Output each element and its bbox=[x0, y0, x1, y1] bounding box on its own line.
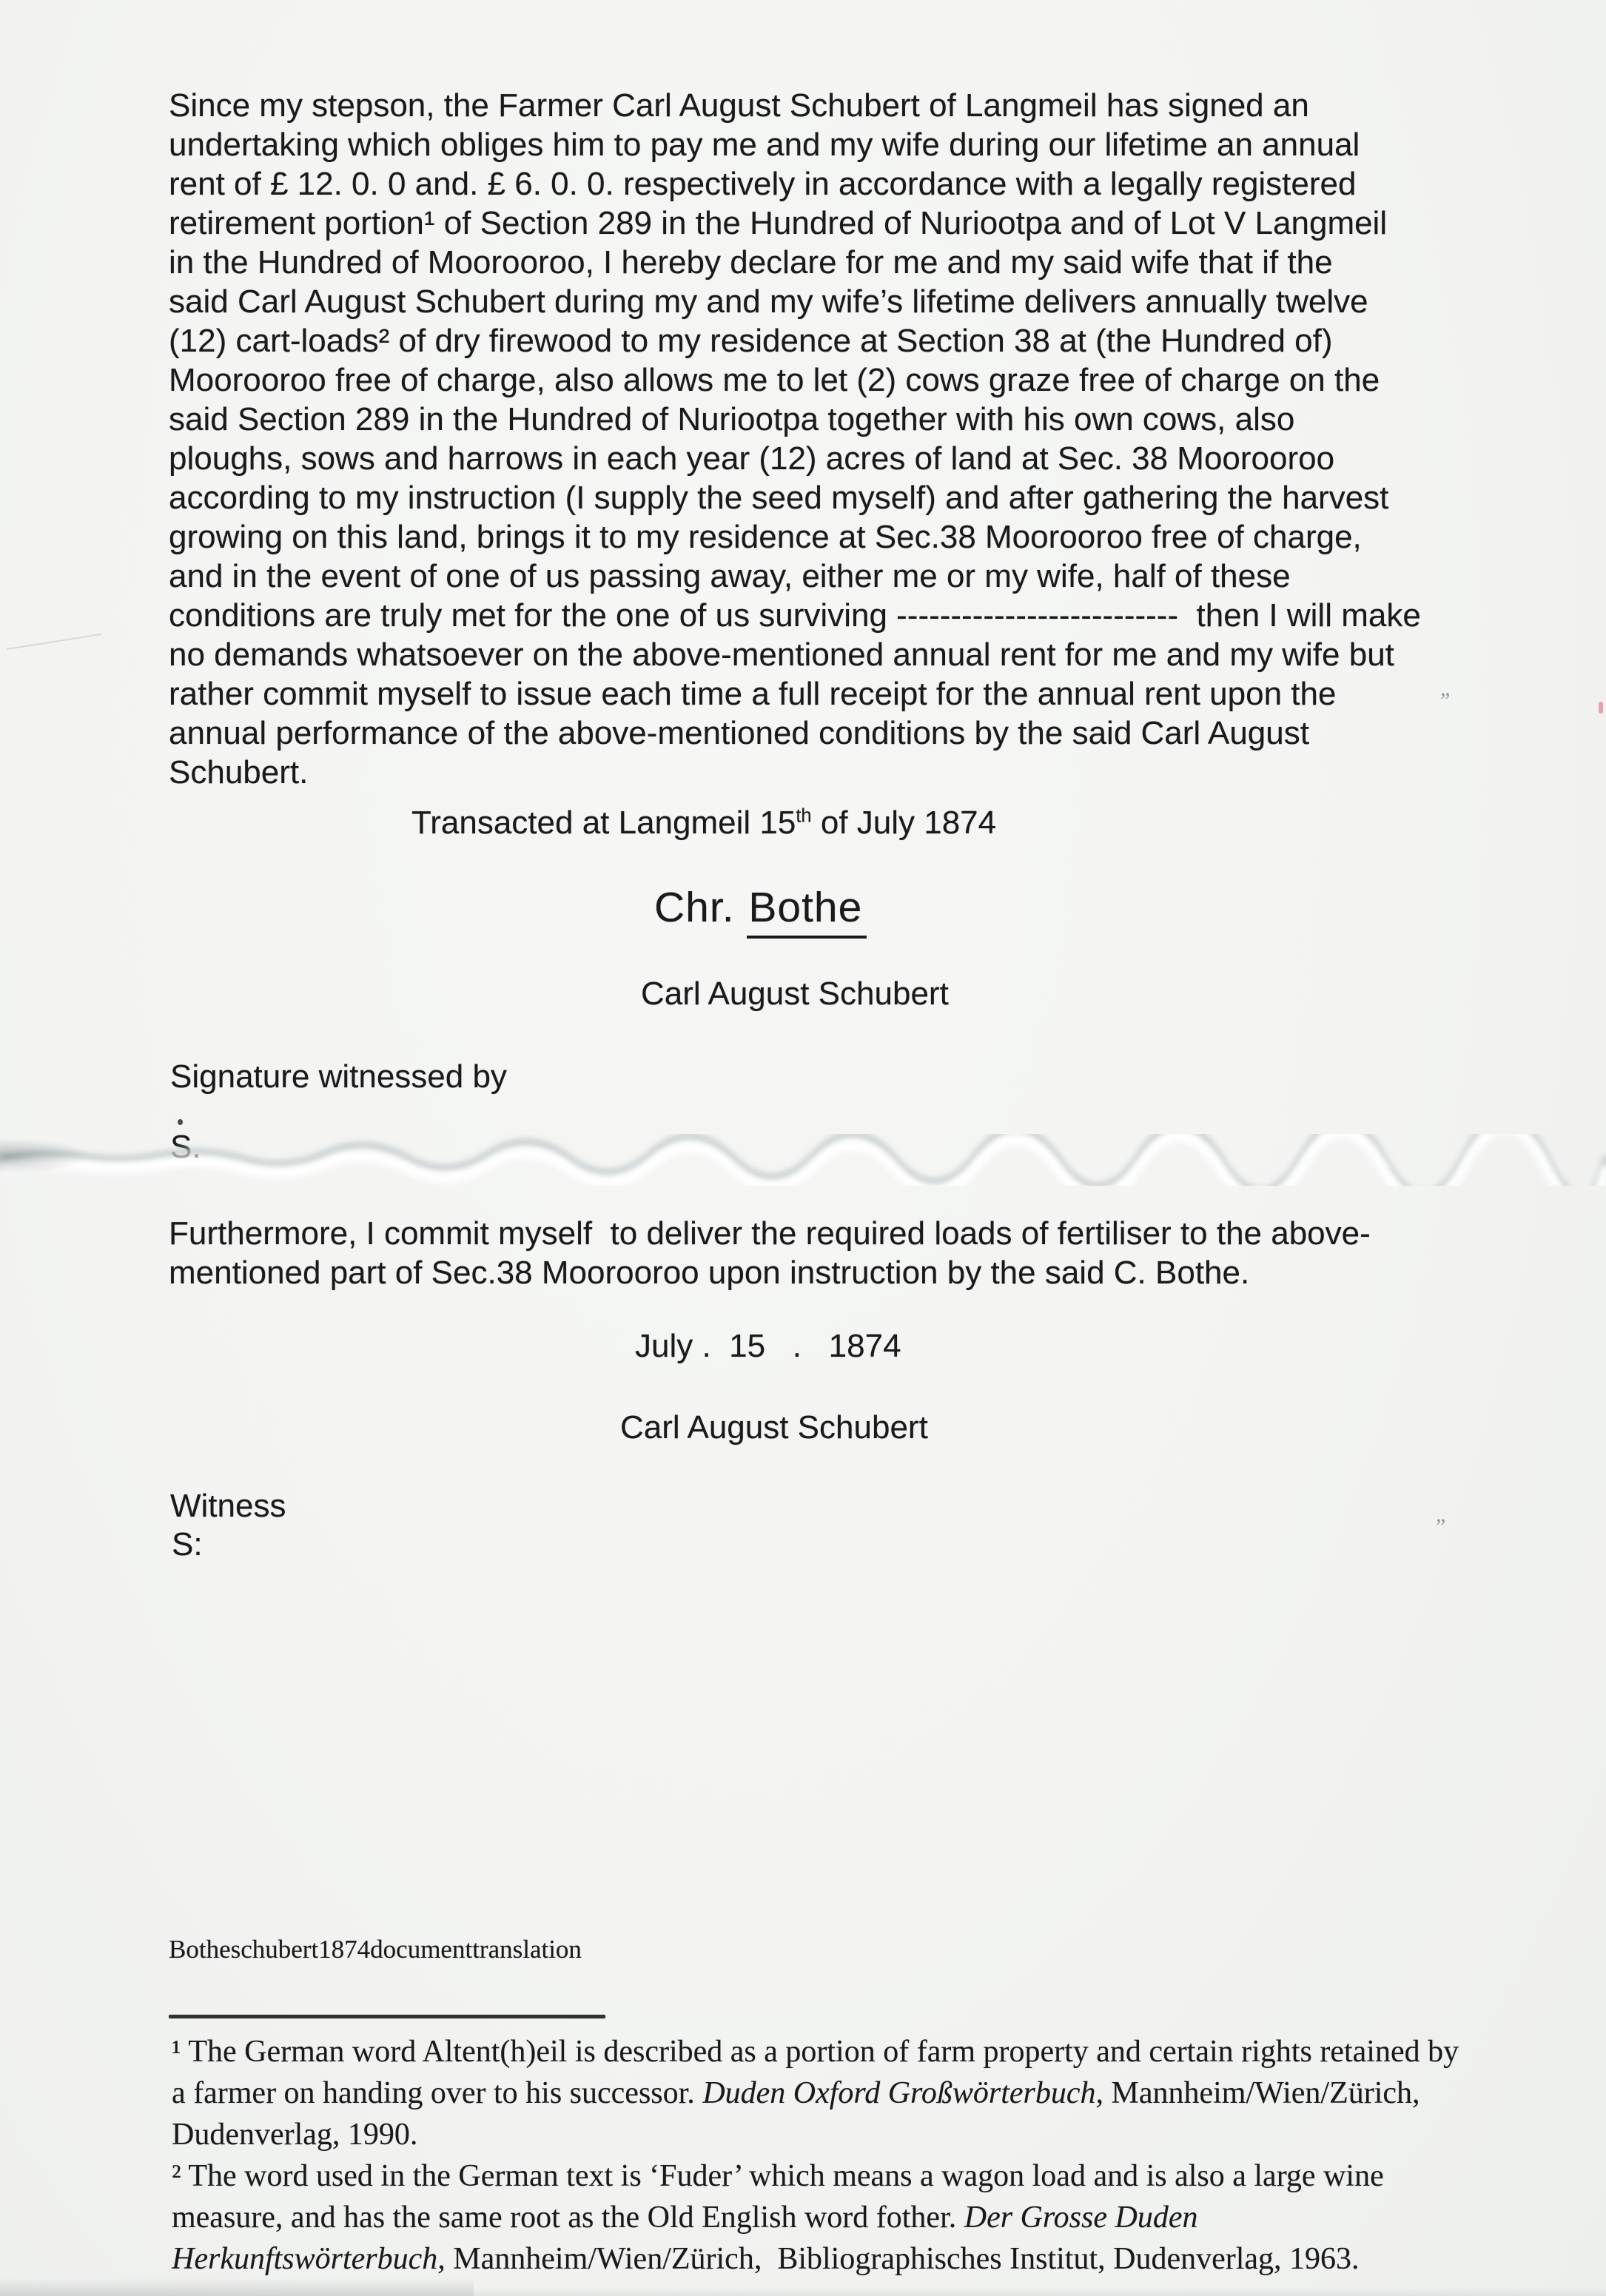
witness-label: Witness bbox=[170, 1488, 286, 1524]
paragraph-line: said Section 289 in the Hundred of Nuriootpa together with his own cows, also bbox=[169, 401, 1295, 437]
footnote-separator-rule bbox=[169, 2015, 605, 2018]
red-scan-speck bbox=[1599, 702, 1603, 714]
scan-mark: ” bbox=[1440, 688, 1451, 713]
scan-scratch bbox=[7, 634, 102, 650]
paragraph-line: ploughs, sows and harrows in each year (12) acres of land at Sec. 38 Moorooroo bbox=[169, 440, 1335, 477]
footnote-italic-title: Duden Oxford Großwörterbuch, bbox=[702, 2076, 1103, 2110]
footnote-2-line bbox=[172, 2238, 1384, 2280]
paragraph-line: Schubert. bbox=[169, 754, 309, 790]
footnote-1-line: ¹ The German word Altent(h)eil is described as a portion of farm property and certain rights retained by bbox=[172, 2035, 1459, 2069]
paragraph-line: (12) cart-loads² of dry firewood to my residence at Section 38 at (the Hundred of) bbox=[169, 323, 1333, 359]
paragraph-line: and in the event of one of us passing away, either me or my wife, half of these bbox=[169, 558, 1291, 594]
footnote-1 bbox=[172, 2031, 1459, 2155]
signature-bothe-underlined: Bothe bbox=[747, 885, 867, 939]
date-line: July . 15 . 1874 bbox=[635, 1328, 901, 1364]
addendum-line: Furthermore, I commit myself to deliver the required loads of fertiliser to the above- bbox=[169, 1215, 1371, 1252]
paragraph-line: according to my instruction (I supply the seed myself) and after gathering the harvest bbox=[169, 480, 1389, 516]
paragraph-line: rather commit myself to issue each time a full receipt for the annual rent upon the bbox=[169, 676, 1337, 712]
declaration-paragraph bbox=[169, 86, 1421, 792]
scanner-edge-shadow bbox=[474, 2287, 1606, 2296]
footnote-text: measure, and has the same root as the Old English word fother. bbox=[172, 2201, 964, 2235]
paragraph-line: Moorooroo free of charge, also allows me to let (2) cows graze free of charge on the bbox=[169, 362, 1380, 398]
scan-mark: ” bbox=[1436, 1514, 1446, 1539]
paragraph-line: Since my stepson, the Farmer Carl August Schubert of Langmeil has signed an bbox=[169, 87, 1309, 124]
witness-initial-s1: S. bbox=[170, 1129, 201, 1165]
paragraph-line: rent of £ 12. 0. 0 and. £ 6. 0. 0. respectively in accordance with a legally registered bbox=[169, 166, 1357, 202]
footnote-2-line bbox=[172, 2197, 1384, 2238]
paper-fold-crease bbox=[0, 1134, 1606, 1186]
paragraph-line: annual performance of the above-mentioned conditions by the said Carl August bbox=[169, 715, 1309, 751]
paragraph-line: said Carl August Schubert during my and my wife’s lifetime delivers annually twelve bbox=[169, 283, 1368, 320]
paragraph-line: undertaking which obliges him to pay me and my wife during our lifetime an annual bbox=[169, 127, 1360, 163]
paragraph-line: growing on this land, brings it to my residence at Sec.38 Moorooroo free of charge, bbox=[169, 519, 1362, 555]
footnote-text: Mannheim/Wien/Zürich, Bibliographisches Institut, Dudenverlag, 1963. bbox=[445, 2242, 1360, 2276]
signature-witnessed-by-label: Signature witnessed by bbox=[170, 1058, 507, 1095]
footnote-text: a farmer on handing over to his successor. bbox=[172, 2076, 703, 2110]
signature-carl-august-schubert-1: Carl August Schubert bbox=[641, 976, 949, 1012]
paragraph-line: conditions are truly met for the one of us surviving -------------------------- then I will make bbox=[169, 597, 1421, 634]
signature-chr-prefix: Chr. bbox=[654, 884, 747, 931]
footnote-text: Mannheim/Wien/Zürich, bbox=[1103, 2076, 1420, 2110]
transacted-post: of July 1874 bbox=[811, 805, 997, 841]
signature-carl-august-schubert-2: Carl August Schubert bbox=[620, 1409, 928, 1446]
scan-speck bbox=[178, 1119, 183, 1125]
footnote-1-line bbox=[172, 2072, 1459, 2114]
transacted-pre: Transacted at Langmeil 15 bbox=[411, 805, 796, 841]
footnote-2 bbox=[172, 2155, 1384, 2280]
footnote-1-line: Dudenverlag, 1990. bbox=[172, 2118, 418, 2152]
addendum-line: mentioned part of Sec.38 Moorooroo upon instruction by the said C. Bothe. bbox=[169, 1255, 1250, 1291]
signature-chr-bothe bbox=[654, 885, 867, 939]
footnote-2-line: ² The word used in the German text is ‘Fuder’ which means a wagon load and is also a large wine bbox=[172, 2159, 1384, 2193]
file-reference-label: Botheschubert1874documenttranslation bbox=[169, 1935, 582, 1964]
fold-edge-smudge bbox=[0, 1138, 89, 1174]
paragraph-line: retirement portion¹ of Section 289 in the Hundred of Nuriootpa and of Lot V Langmeil bbox=[169, 205, 1388, 241]
paragraph-line: in the Hundred of Moorooroo, I hereby declare for me and my said wife that if the bbox=[169, 244, 1333, 281]
transacted-line bbox=[411, 803, 996, 842]
scanner-edge-shadow bbox=[0, 2278, 474, 2296]
ordinal-superscript: th bbox=[796, 805, 812, 827]
footnote-italic-title: Der Grosse Duden bbox=[964, 2201, 1198, 2235]
footnote-italic-title: Herkunftswörterbuch, bbox=[172, 2242, 446, 2276]
addendum-paragraph bbox=[169, 1214, 1371, 1292]
witness-initial-s2: S: bbox=[172, 1526, 203, 1562]
paragraph-line: no demands whatsoever on the above-mentioned annual rent for me and my wife but bbox=[169, 637, 1394, 673]
